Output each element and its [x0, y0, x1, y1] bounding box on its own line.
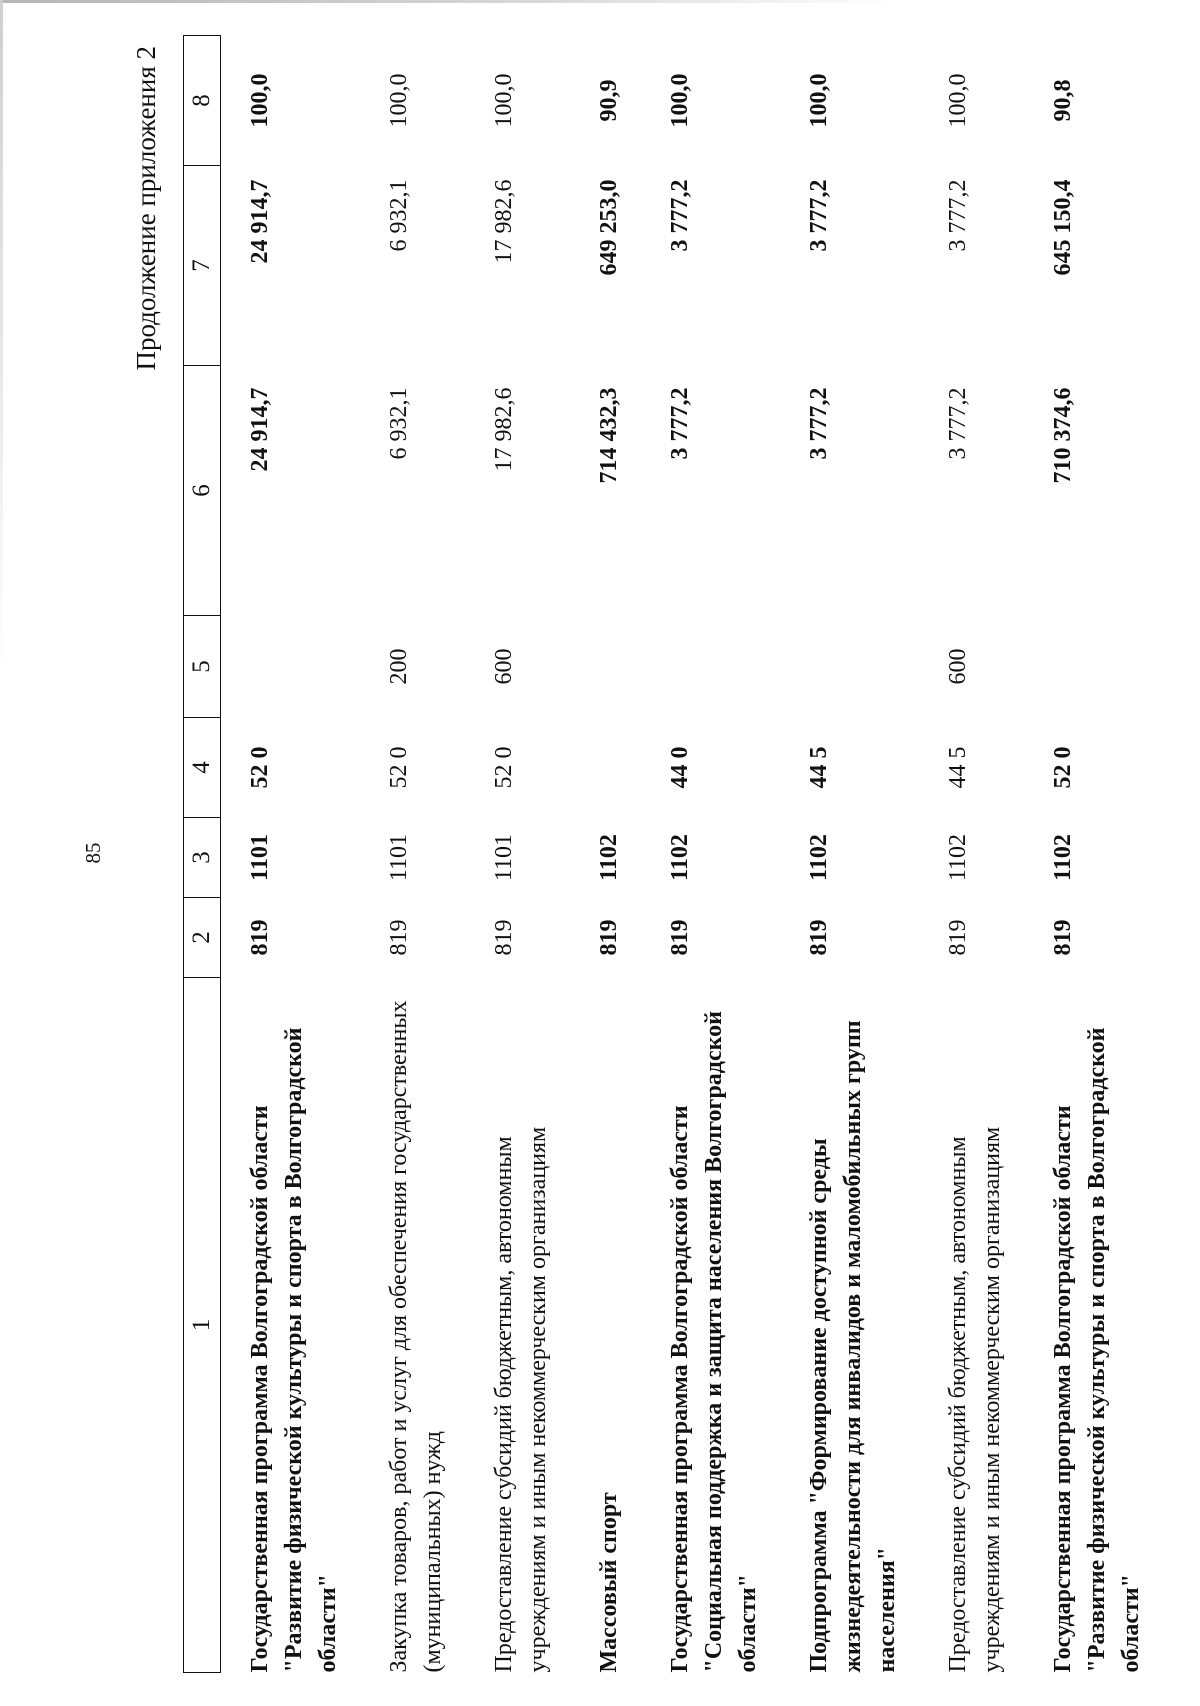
cell-target-article: 52 0	[247, 746, 273, 789]
row-description: Предоставление субсидий бюджетным, автономным учреждениям и иным некоммерческим организациям	[945, 1126, 1005, 1673]
cell-execution-percent: 100,0	[491, 73, 517, 128]
cell-execution-percent: 100,0	[667, 73, 693, 128]
row-description: Государственная программа Волгоградской области "Развитие физической культуры и спорта в Волгоградской области"	[1050, 1027, 1144, 1673]
cell-section-code: 1102	[667, 834, 693, 881]
row-description: Закупка товаров, работ и услуг для обеспечения государственных (муниципальных) нужд	[386, 1000, 446, 1673]
cell-planned-amount: 3 777,2	[945, 387, 971, 460]
cell-expense-type	[570, 616, 641, 718]
cell-target-article	[570, 718, 641, 818]
cell-execution-percent: 100,0	[806, 73, 832, 128]
cell-expense-type: 200	[386, 648, 412, 685]
cell-actual-amount: 17 982,6	[491, 179, 517, 264]
cell-execution-percent: 100,0	[247, 73, 273, 128]
cell-section-code: 1101	[386, 833, 412, 882]
table-row	[221, 36, 361, 1673]
column-header: 3	[184, 818, 221, 898]
cell-actual-amount: 649 253,0	[596, 179, 622, 276]
column-header: 8	[184, 36, 221, 166]
cell-execution-percent: 90,8	[1050, 79, 1076, 122]
table-row	[360, 36, 465, 1673]
column-header: 6	[184, 366, 221, 616]
row-description: Предоставление субсидий бюджетным, автономным учреждениям и иным некоммерческим организациям	[491, 1126, 551, 1673]
cell-planned-amount: 710 374,6	[1050, 387, 1076, 484]
cell-target-article: 44 5	[945, 746, 971, 789]
cell-ministry-code: 819	[247, 919, 273, 956]
cell-target-article: 44 5	[806, 746, 832, 789]
cell-actual-amount: 3 777,2	[806, 179, 832, 252]
row-description: Государственная программа Волгоградской области "Развитие физической культуры и спорта в Волгоградской области"	[247, 1027, 341, 1673]
row-description: Государственная программа Волгоградской области "Социальная поддержка и защита населения Волгоградской области"	[667, 1011, 761, 1673]
cell-planned-amount: 17 982,6	[491, 387, 517, 472]
column-header: 5	[184, 616, 221, 718]
row-description: Подпрограмма "Формирование доступной среды жизнедеятельности для инвалидов и маломобильных групп населения"	[806, 1020, 900, 1673]
table-row	[570, 36, 641, 1673]
cell-expense-type	[1024, 616, 1163, 718]
cell-planned-amount: 24 914,7	[247, 387, 273, 472]
cell-actual-amount: 24 914,7	[247, 179, 273, 264]
cell-expense-type	[780, 616, 919, 718]
cell-actual-amount: 6 932,1	[386, 179, 412, 252]
cell-section-code: 1102	[806, 834, 832, 881]
table-row	[465, 36, 570, 1673]
cell-actual-amount: 3 777,2	[945, 179, 971, 252]
cell-section-code: 1102	[596, 834, 622, 881]
cell-planned-amount: 6 932,1	[386, 387, 412, 460]
cell-ministry-code: 819	[1050, 919, 1076, 956]
column-header: 7	[184, 166, 221, 366]
cell-actual-amount: 3 777,2	[667, 179, 693, 252]
page-number: 85	[81, 842, 105, 864]
row-description: Массовый спорт	[596, 1492, 622, 1673]
table-row	[1024, 36, 1163, 1673]
cell-ministry-code: 819	[667, 919, 693, 956]
cell-target-article: 52 0	[491, 746, 517, 789]
cell-execution-percent: 100,0	[945, 73, 971, 128]
cell-target-article: 52 0	[386, 746, 412, 789]
cell-section-code: 1101	[491, 833, 517, 882]
budget-table	[183, 35, 1163, 1673]
cell-planned-amount: 3 777,2	[667, 387, 693, 460]
cell-execution-percent: 90,9	[596, 79, 622, 122]
cell-section-code: 1102	[945, 833, 971, 882]
cell-expense-type: 600	[491, 648, 517, 685]
cell-expense-type: 600	[945, 648, 971, 685]
column-header: 4	[184, 718, 221, 818]
column-header: 1	[184, 978, 221, 1673]
cell-expense-type	[221, 616, 361, 718]
table-row	[780, 36, 919, 1673]
cell-ministry-code: 819	[806, 919, 832, 956]
cell-section-code: 1101	[247, 834, 273, 881]
continuation-label: Продолжение приложения 2	[131, 46, 161, 371]
cell-target-article: 44 0	[667, 746, 693, 789]
cell-planned-amount: 714 432,3	[596, 387, 622, 484]
table-row	[919, 36, 1024, 1673]
cell-ministry-code: 819	[386, 919, 412, 956]
cell-target-article: 52 0	[1050, 746, 1076, 789]
cell-ministry-code: 819	[491, 919, 517, 956]
cell-ministry-code: 819	[945, 919, 971, 956]
cell-expense-type	[641, 616, 780, 718]
cell-section-code: 1102	[1050, 834, 1076, 881]
cell-actual-amount: 645 150,4	[1050, 179, 1076, 276]
table-header-row	[184, 36, 221, 1673]
table-row	[641, 36, 780, 1673]
cell-planned-amount: 3 777,2	[806, 387, 832, 460]
column-header: 2	[184, 898, 221, 978]
cell-ministry-code: 819	[596, 919, 622, 956]
cell-execution-percent: 100,0	[386, 73, 412, 128]
